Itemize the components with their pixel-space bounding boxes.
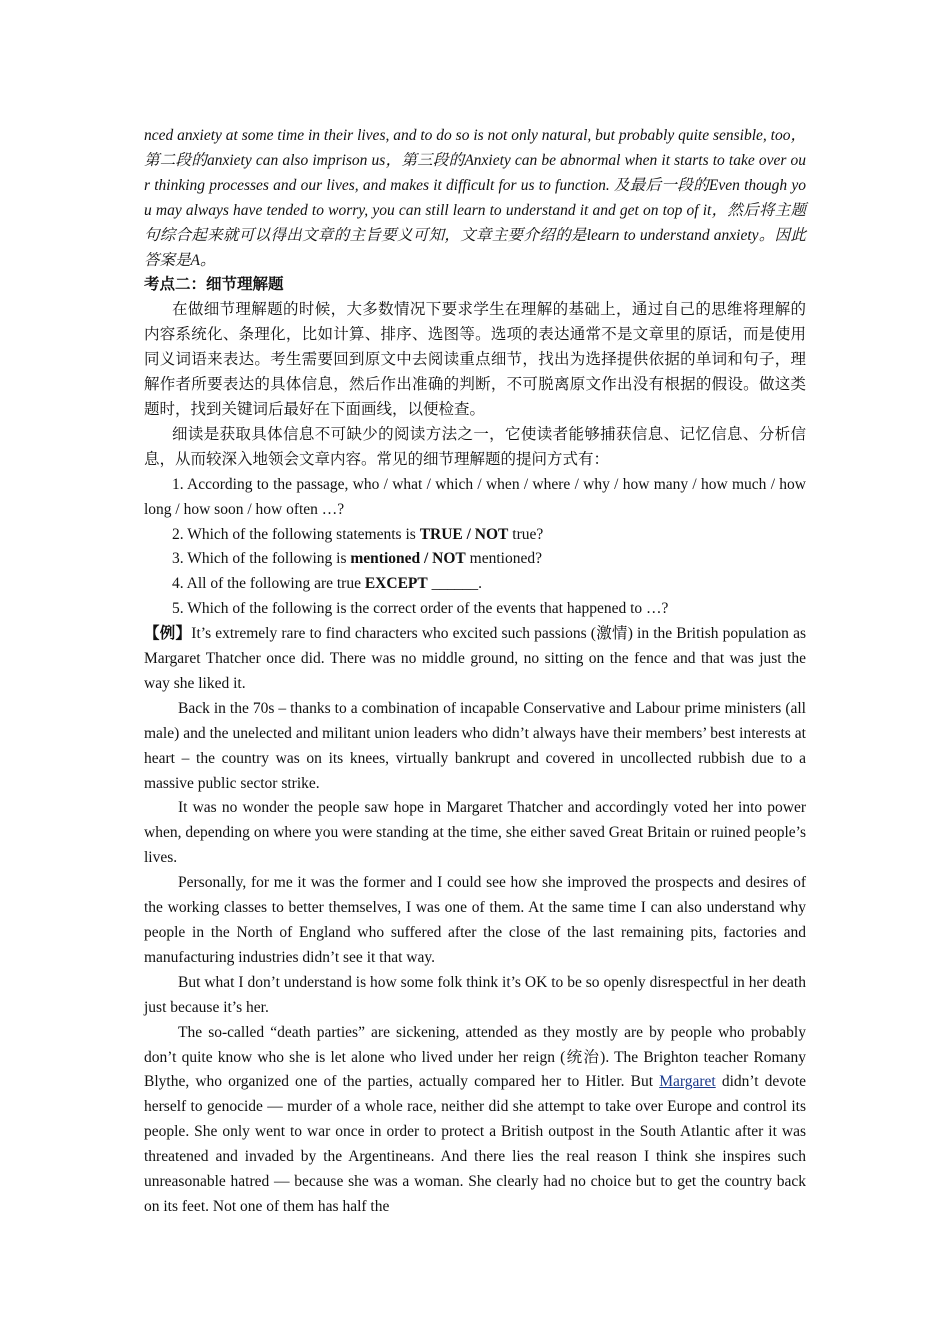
question-type-4: 4. All of the following are true EXCEPT ______. (172, 575, 482, 593)
question-type-1: 1. According to the passage, who / what / which / when / where / why / how many / how much / how long / how soon / how often …? (144, 475, 806, 518)
method-paragraph: 在做细节理解题的时候，大多数情况下要求学生在理解的基础上，通过自己的思维将理解的内容系统化、条理化，比如计算、排序、选图等。选项的表达通常不是文章里的原话，而是使用同义词语来表达。考生需要回到原文中去阅读重点细节，找出为选择提供依据的单词和句子，理解作者所要表达的具体信息，然后作出准确的判断，不可脱离原文作出没有根据的假设。做这类题时，找到关键词后最好在下面画线，以便检查。 (144, 301, 806, 418)
emphasis: TRUE / NOT (419, 525, 509, 543)
example-paragraph-1: 【例】It’s extremely rare to find characters who excited such passions (激情) in the British population as Margaret Thatcher once did. There was no middle ground, no sitting on the fence and that was just the way she liked it. (144, 625, 806, 692)
quote-sentence-4: Even though you may always have tended to worry, you can still learn to understand it and get on top of it (144, 176, 806, 219)
cn-connector: ，第三段的 (385, 151, 465, 169)
example-paragraph-6: The so-called “death parties” are sickening, attended as they mostly are by people who probably don’t quite know who she is let alone who lived under her reign (统治). The Brighton teacher Romany Blythe, who organized one of the parties, actually compared her to Hitler. But Margaret didn’t devote herself to genocide — murder of a whole race, neither did she attempt to take over Europe and control its people. She only went to war once in order to protect a British outpost in the South Atlantic after it was threatened and invaded by the Argentineans. And there lies the real reason I think she inspires such unreasonable hatred — because she was a woman. She clearly had no choice but to get the country back on its feet. Not one of them has half the (144, 1023, 807, 1215)
answer-letter: A (190, 251, 200, 269)
question-type-2: 2. Which of the following statements is TRUE / NOT true? (172, 525, 544, 543)
cn-connector: ，第二段的 (144, 127, 806, 169)
cn-connector: 及最后一段的 (609, 176, 709, 194)
document-body (144, 124, 806, 1220)
section-heading: 考点二：细节理解题 (144, 276, 284, 294)
example-paragraph-5: But what I don’t understand is how some folk think it’s OK to be so openly disrespectful in her death just because it’s her. (144, 973, 806, 1016)
cn-period: 。 (199, 251, 216, 269)
example-paragraph-2: Back in the 70s – thanks to a combination of incapable Conservative and Labour prime ministers (all male) and the unelected and militant union leaders who didn’t always have their members’ best interests at heart – the country was on its knees, virtually bankrupt and covered in uncollected rubbish due to a massive public sector strike. (144, 699, 806, 792)
emphasis: EXCEPT (364, 575, 428, 593)
example-label: 【例】 (144, 625, 192, 643)
quote-sentence-1: nced anxiety at some time in their lives, and to do so is not only natural, but probably quite sensible, too (144, 127, 791, 144)
margaret-link[interactable]: Margaret (659, 1073, 716, 1091)
emphasis: mentioned / NOT (350, 550, 466, 568)
question-type-3: 3. Which of the following is mentioned / NOT mentioned? (172, 550, 542, 568)
main-idea: learn to understand anxiety (586, 226, 759, 244)
cn-answer-text: 。因此答案是 (144, 226, 806, 269)
quote-sentence-2: anxiety can also imprison us (206, 151, 386, 169)
quote-sentence-3: Anxiety can be abnormal when it starts to take over our thinking processes and our lives, and makes it difficult for us to function. (144, 151, 806, 194)
question-type-5: 5. Which of the following is the correct order of the events that happened to …? (172, 600, 669, 618)
example-paragraph-3: It was no wonder the people saw hope in Margaret Thatcher and accordingly voted her into power when, depending on where you were standing at the time, she either saved Great Britain or ruined people’s lives. (144, 799, 806, 867)
analysis-paragraph (144, 124, 806, 273)
method-paragraph-2: 细读是获取具体信息不可缺少的阅读方法之一，它使读者能够捕获信息、记忆信息、分析信息，从而较深入地领会文章内容。常见的细节理解题的提问方式有： (144, 425, 806, 468)
cn-conclusion: ，然后将主题句综合起来就可以得出文章的主旨要义可知，文章主要介绍的是 (144, 201, 806, 244)
example-paragraph-4: Personally, for me it was the former and I could see how she improved the prospects and desires of the working classes to better themselves, I was one of them. At the same time I can also understand why people in the North of England who suffered after the close of the last remaining pits, factories and manufacturing industries didn’t see it that way. (144, 874, 806, 966)
